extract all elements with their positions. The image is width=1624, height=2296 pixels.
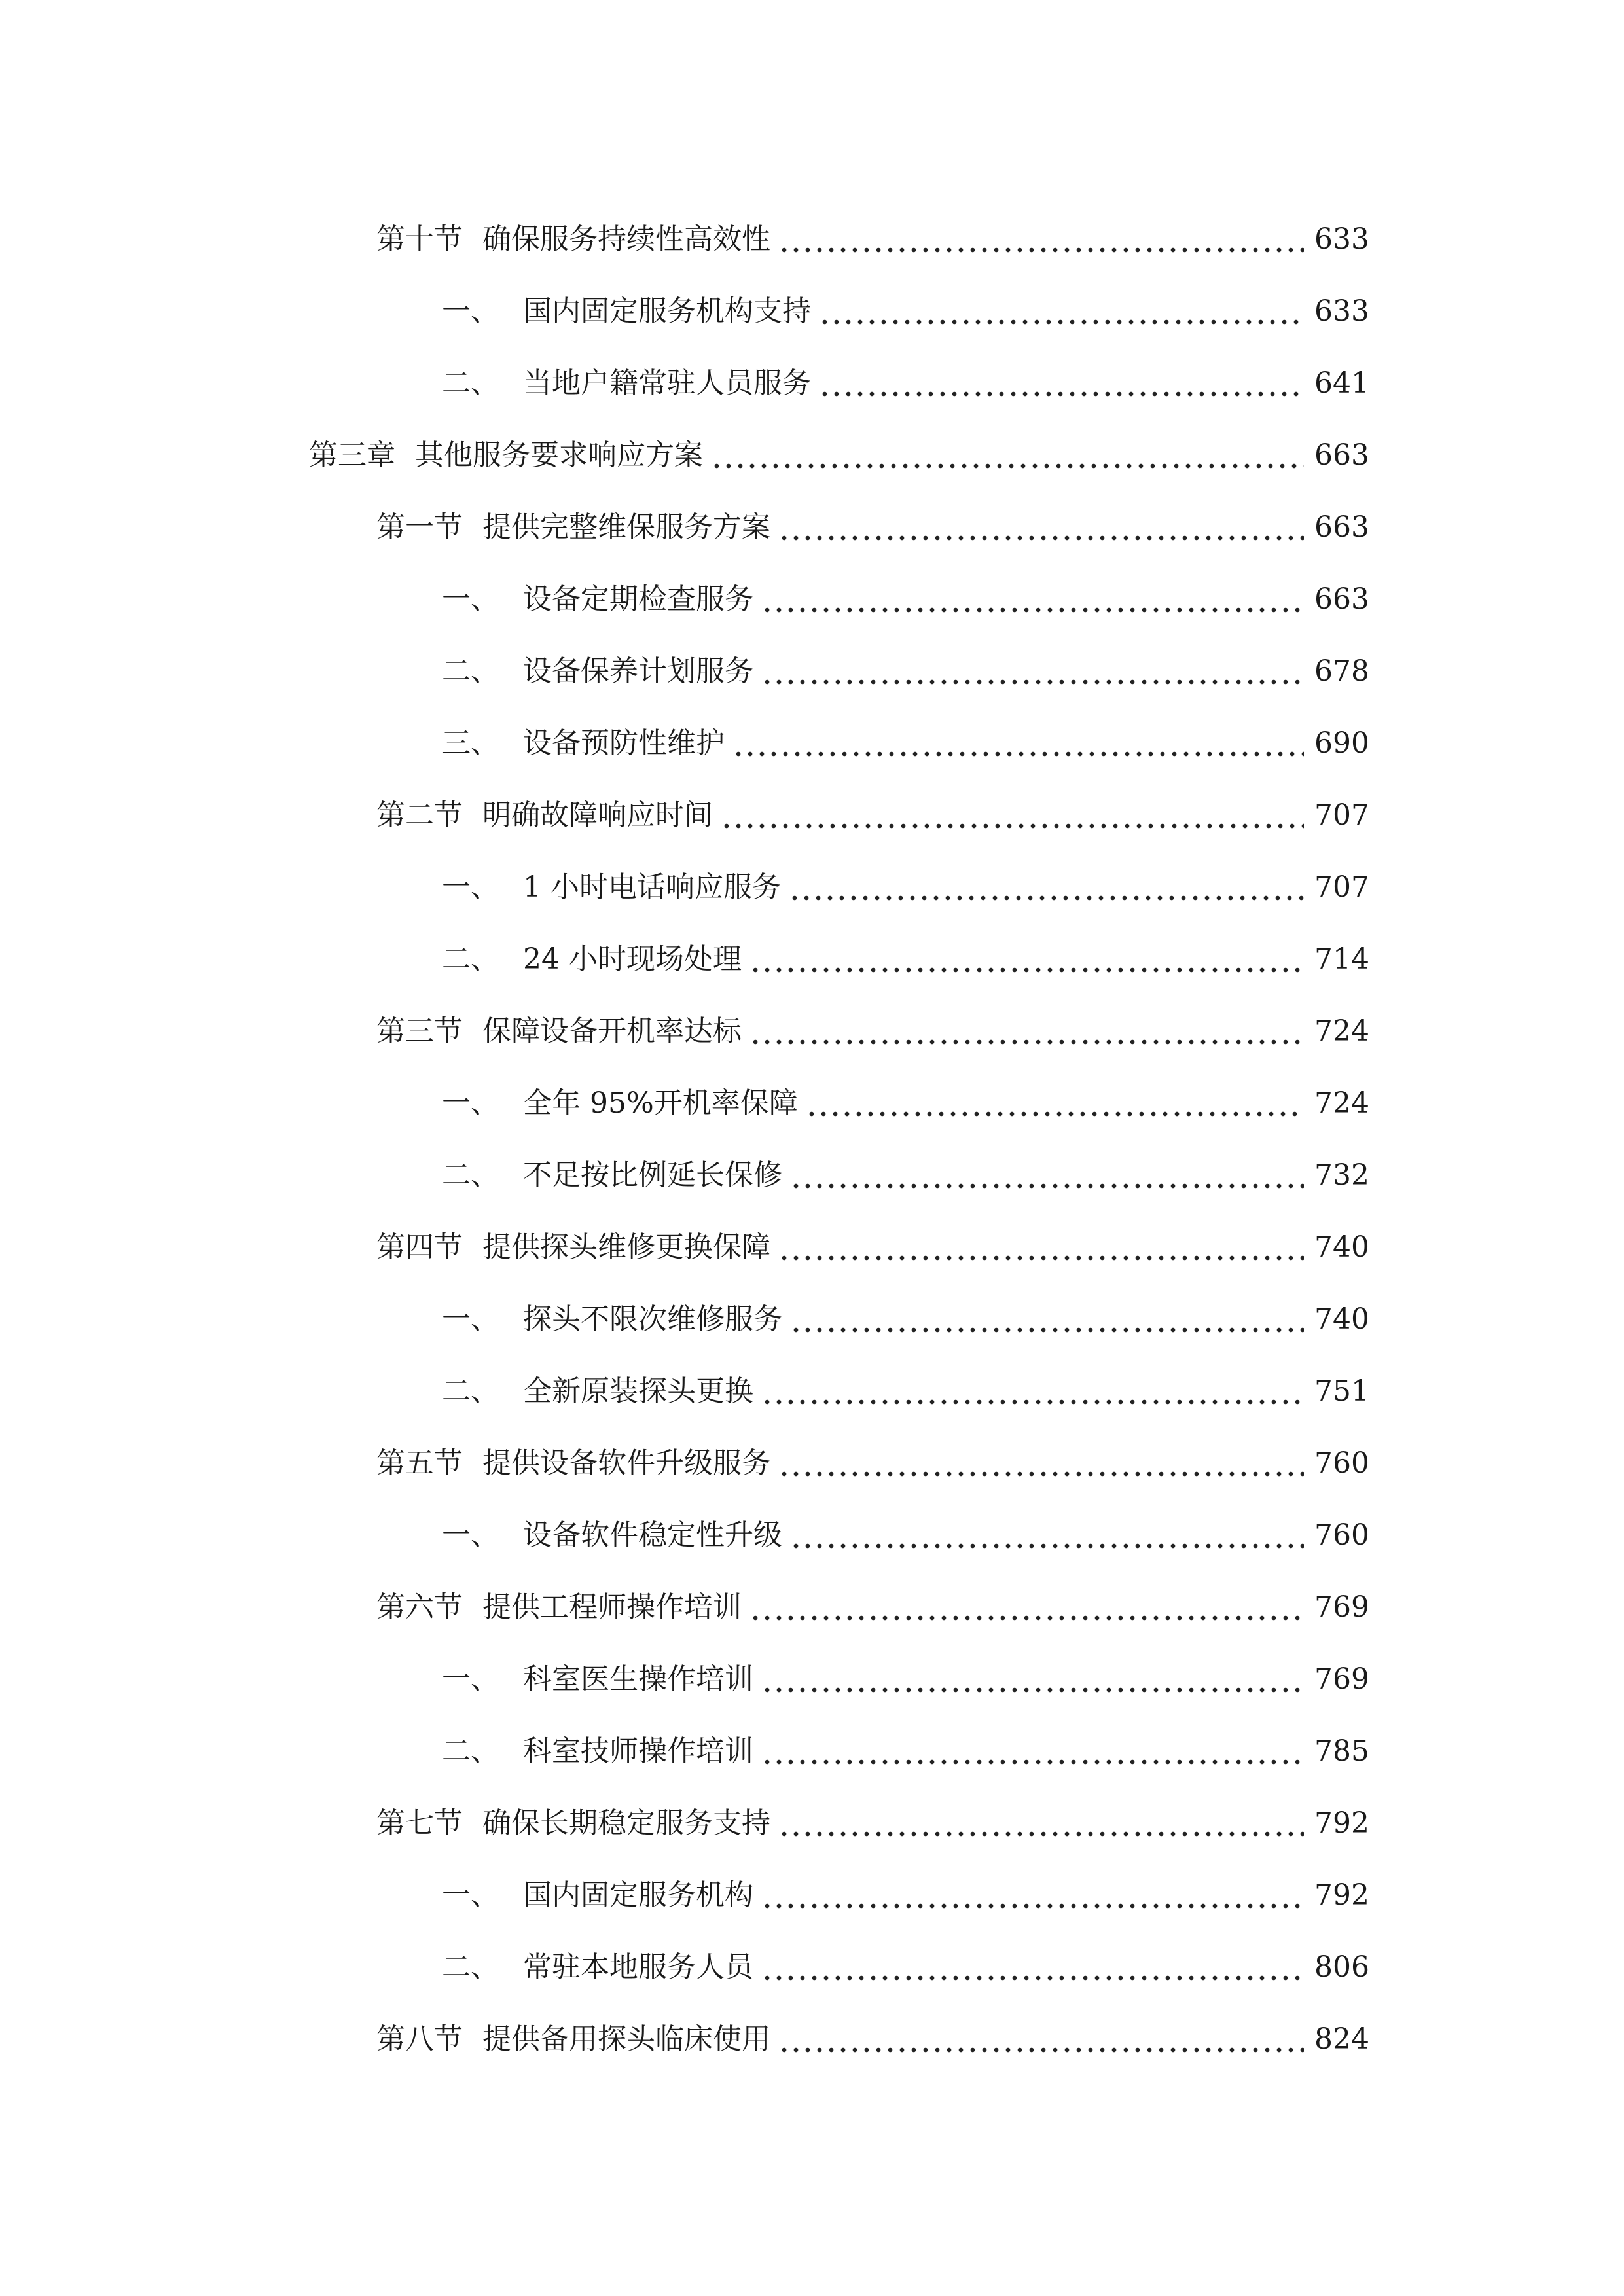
toc-entry[interactable] [442,1288,1369,1334]
toc-entry-page-number: 740 [1314,1302,1369,1336]
toc-entry-title: 科室医生操作培训 [523,1662,753,1696]
toc-entry-page-number: 707 [1314,798,1369,832]
toc-dot-leader [806,1089,1304,1118]
toc-entry-page-number: 760 [1314,1446,1369,1480]
toc-entry[interactable] [442,1720,1369,1766]
toc-entry-title: 确保长期稳定服务支持 [482,1806,770,1840]
toc-entry-page-number: 633 [1314,223,1369,256]
toc-entry-page-number: 792 [1314,1806,1369,1840]
toc-entry-page-number: 641 [1314,367,1369,400]
toc-entry-page-number: 690 [1314,726,1369,760]
toc-entry[interactable] [442,1648,1369,1694]
toc-entry-title: 设备定期检查服务 [523,583,753,616]
toc-dot-leader [711,441,1304,470]
toc-dot-leader [778,1449,1304,1478]
toc-entry[interactable] [442,1936,1369,1982]
toc-dot-leader [761,1665,1304,1694]
toc-entry[interactable] [442,856,1369,902]
toc-entry-title: 提供设备软件升级服务 [482,1446,770,1480]
toc-entry[interactable] [442,1504,1369,1550]
toc-entry-title: 国内固定服务机构支持 [523,295,811,328]
toc-dot-leader [761,585,1304,614]
toc-entry-title: 提供完整维保服务方案 [482,511,770,544]
toc-entry-title: 确保服务持续性高效性 [482,223,770,256]
toc-entry-number: 一、 [442,1086,499,1120]
toc-entry[interactable] [376,496,1369,542]
toc-entry[interactable] [376,208,1369,254]
toc-entry-title: 国内固定服务机构 [523,1878,753,1912]
toc-entry[interactable] [442,1864,1369,1910]
toc-entry-page-number: 714 [1314,942,1369,976]
toc-entry[interactable] [442,1360,1369,1406]
toc-entry-number: 第七节 [376,1806,463,1840]
toc-entry[interactable] [442,1144,1369,1190]
toc-entry-number: 二、 [442,1734,499,1768]
toc-dot-leader [778,513,1304,542]
toc-entry-page-number: 678 [1314,655,1369,688]
toc-entry-title: 1 小时电话响应服务 [523,870,781,904]
toc-entry-page-number: 724 [1314,1014,1369,1048]
toc-dot-leader [819,369,1304,398]
toc-entry[interactable] [309,424,1369,470]
toc-entry-number: 第八节 [376,2022,463,2056]
toc-entry-page-number: 724 [1314,1086,1369,1120]
toc-entry-number: 一、 [442,1878,499,1912]
toc-dot-leader [789,873,1304,902]
toc-dot-leader [721,801,1304,830]
toc-entry-number: 第十节 [376,223,463,256]
toc-entry-page-number: 740 [1314,1230,1369,1264]
toc-entry-title: 24 小时现场处理 [523,942,742,976]
toc-entry-number: 一、 [442,583,499,616]
toc-dot-leader [778,1809,1304,1838]
toc-entry-page-number: 806 [1314,1950,1369,1984]
toc-entry-title: 保障设备开机率达标 [482,1014,742,1048]
toc-entry-title: 提供备用探头临床使用 [482,2022,770,2056]
toc-entry-number: 二、 [442,367,499,400]
toc-entry-page-number: 663 [1314,439,1369,472]
toc-entry[interactable] [376,1216,1369,1262]
toc-entry[interactable] [442,1072,1369,1118]
toc-entry[interactable] [376,1000,1369,1046]
toc-entry-number: 第一节 [376,511,463,544]
toc-entry-page-number: 633 [1314,295,1369,328]
toc-entry-title: 设备预防性维护 [523,726,725,760]
toc-entry-number: 第五节 [376,1446,463,1480]
toc-dot-leader [778,1233,1304,1262]
toc-entry-number: 第二节 [376,798,463,832]
toc-dot-leader [790,1305,1304,1334]
toc-entry[interactable] [376,1432,1369,1478]
toc-dot-leader [749,945,1304,974]
toc-entry-title: 全年 95%开机率保障 [523,1086,798,1120]
toc-entry-title: 提供探头维修更换保障 [482,1230,770,1264]
toc-entry[interactable] [442,928,1369,974]
toc-entry-title: 设备保养计划服务 [523,655,753,688]
toc-entry-page-number: 824 [1314,2022,1369,2056]
toc-entry-number: 第三节 [376,1014,463,1048]
toc-entry-number: 一、 [442,295,499,328]
toc-dot-leader [761,657,1304,686]
toc-dot-leader [790,1161,1304,1190]
toc-entry-title: 明确故障响应时间 [482,798,713,832]
toc-entry-number: 第六节 [376,1590,463,1624]
toc-entry-number: 第四节 [376,1230,463,1264]
toc-entry-number: 二、 [442,1374,499,1408]
toc-entry[interactable] [376,1792,1369,1838]
toc-entry[interactable] [376,784,1369,830]
toc-entry-title: 其他服务要求响应方案 [415,439,703,472]
toc-entry-title: 科室技师操作培训 [523,1734,753,1768]
toc-entry-title: 提供工程师操作培训 [482,1590,742,1624]
toc-entry-title: 常驻本地服务人员 [523,1950,753,1984]
toc-entry-page-number: 663 [1314,583,1369,616]
toc-entry-page-number: 663 [1314,511,1369,544]
toc-dot-leader [732,729,1304,758]
toc-dot-leader [761,1953,1304,1982]
toc-entry-title: 探头不限次维修服务 [523,1302,782,1336]
toc-entry-page-number: 769 [1314,1662,1369,1696]
toc-dot-leader [749,1017,1304,1046]
toc-dot-leader [761,1377,1304,1406]
toc-entry-number: 一、 [442,1518,499,1552]
toc-entry-number: 一、 [442,1302,499,1336]
toc-entry-page-number: 792 [1314,1878,1369,1912]
toc-entry-page-number: 707 [1314,870,1369,904]
toc-dot-leader [819,297,1304,326]
toc-entry-number: 二、 [442,942,499,976]
toc-entry[interactable] [442,568,1369,614]
toc-entry[interactable] [376,2008,1369,2054]
toc-entry-number: 一、 [442,1662,499,1696]
toc-entry-page-number: 760 [1314,1518,1369,1552]
toc-entry-title: 全新原装探头更换 [523,1374,753,1408]
toc-entry-number: 二、 [442,655,499,688]
toc-entry-title: 设备软件稳定性升级 [523,1518,782,1552]
toc-entry-number: 第三章 [309,439,395,472]
toc-entry-number: 三、 [442,726,499,760]
toc-entry[interactable] [376,1576,1369,1622]
toc-entry-number: 二、 [442,1950,499,1984]
toc-entry-number: 二、 [442,1158,499,1192]
toc-dot-leader [749,1593,1304,1622]
toc-entry-page-number: 732 [1314,1158,1369,1192]
toc-entry-number: 一、 [442,870,499,904]
toc-dot-leader [761,1881,1304,1910]
toc-entry-title: 不足按比例延长保修 [523,1158,782,1192]
toc-dot-leader [790,1521,1304,1550]
toc-entry[interactable] [442,280,1369,326]
toc-entry-page-number: 751 [1314,1374,1369,1408]
toc-entry-page-number: 785 [1314,1734,1369,1768]
toc-entry[interactable] [442,352,1369,398]
toc-dot-leader [778,2025,1304,2054]
toc-entry-title: 当地户籍常驻人员服务 [523,367,811,400]
toc-entry[interactable] [442,712,1369,758]
toc-dot-leader [761,1737,1304,1766]
toc-entry[interactable] [442,640,1369,686]
toc-entry-page-number: 769 [1314,1590,1369,1624]
toc-dot-leader [778,225,1304,254]
